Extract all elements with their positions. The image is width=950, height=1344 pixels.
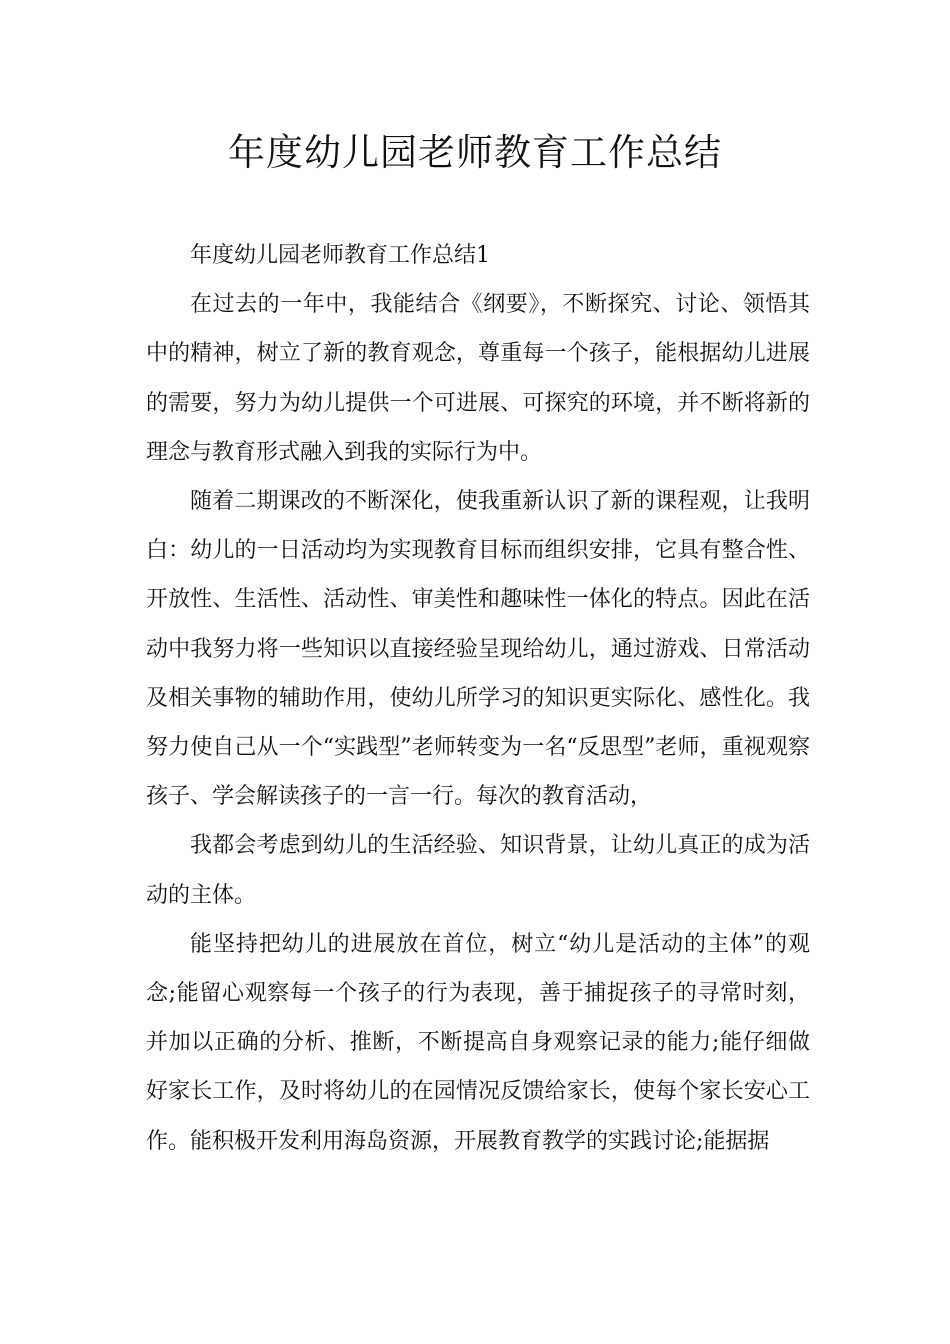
paragraph: 能坚持把幼儿的进展放在首位，树立“幼儿是活动的主体”的观念;能留心观察每一个孩子的行为表现，善于捕捉孩子的寻常时刻，并加以正确的分析、推断，不断提高自身观察记录的能力;能仔细做好家长工作，及时将幼儿的在园情况反馈给家长，使每个家长安心工作。能积极开发利用海岛资源，开展教育教学的实践讨论;能据据 (146, 931, 810, 1154)
paragraph: 在过去的一年中，我能结合《纲要》，不断探究、讨论、领悟其中的精神，树立了新的教育观念，尊重每一个孩子，能根据幼儿进展的需要，努力为幼儿提供一个可进展、可探究的环境，并不断将新的理念与教育形式融入到我的实际行为中。 (146, 292, 810, 465)
section-heading: 年度幼儿园老师教育工作总结1 (190, 243, 490, 268)
document-title: 年度幼儿园老师教育工作总结 (228, 131, 722, 174)
document-body (146, 231, 810, 1166)
paragraph: 随着二期课改的不断深化，使我重新认识了新的课程观，让我明白：幼儿的一日活动均为实现教育目标而组织安排，它具有整合性、开放性、生活性、活动性、审美性和趣味性一体化的特点。因此在活动中我努力将一些知识以直接经验呈现给幼儿，通过游戏、日常活动及相关事物的辅助作用，使幼儿所学习的知识更实际化、感性化。我努力使自己从一个“实践型”老师转变为一名“反思型”老师，重视观察孩子、学会解读孩子的一言一行。每次的教育活动， (146, 489, 810, 810)
paragraph: 我都会考虑到幼儿的生活经验、知识背景，让幼儿真正的成为活动的主体。 (146, 833, 810, 908)
